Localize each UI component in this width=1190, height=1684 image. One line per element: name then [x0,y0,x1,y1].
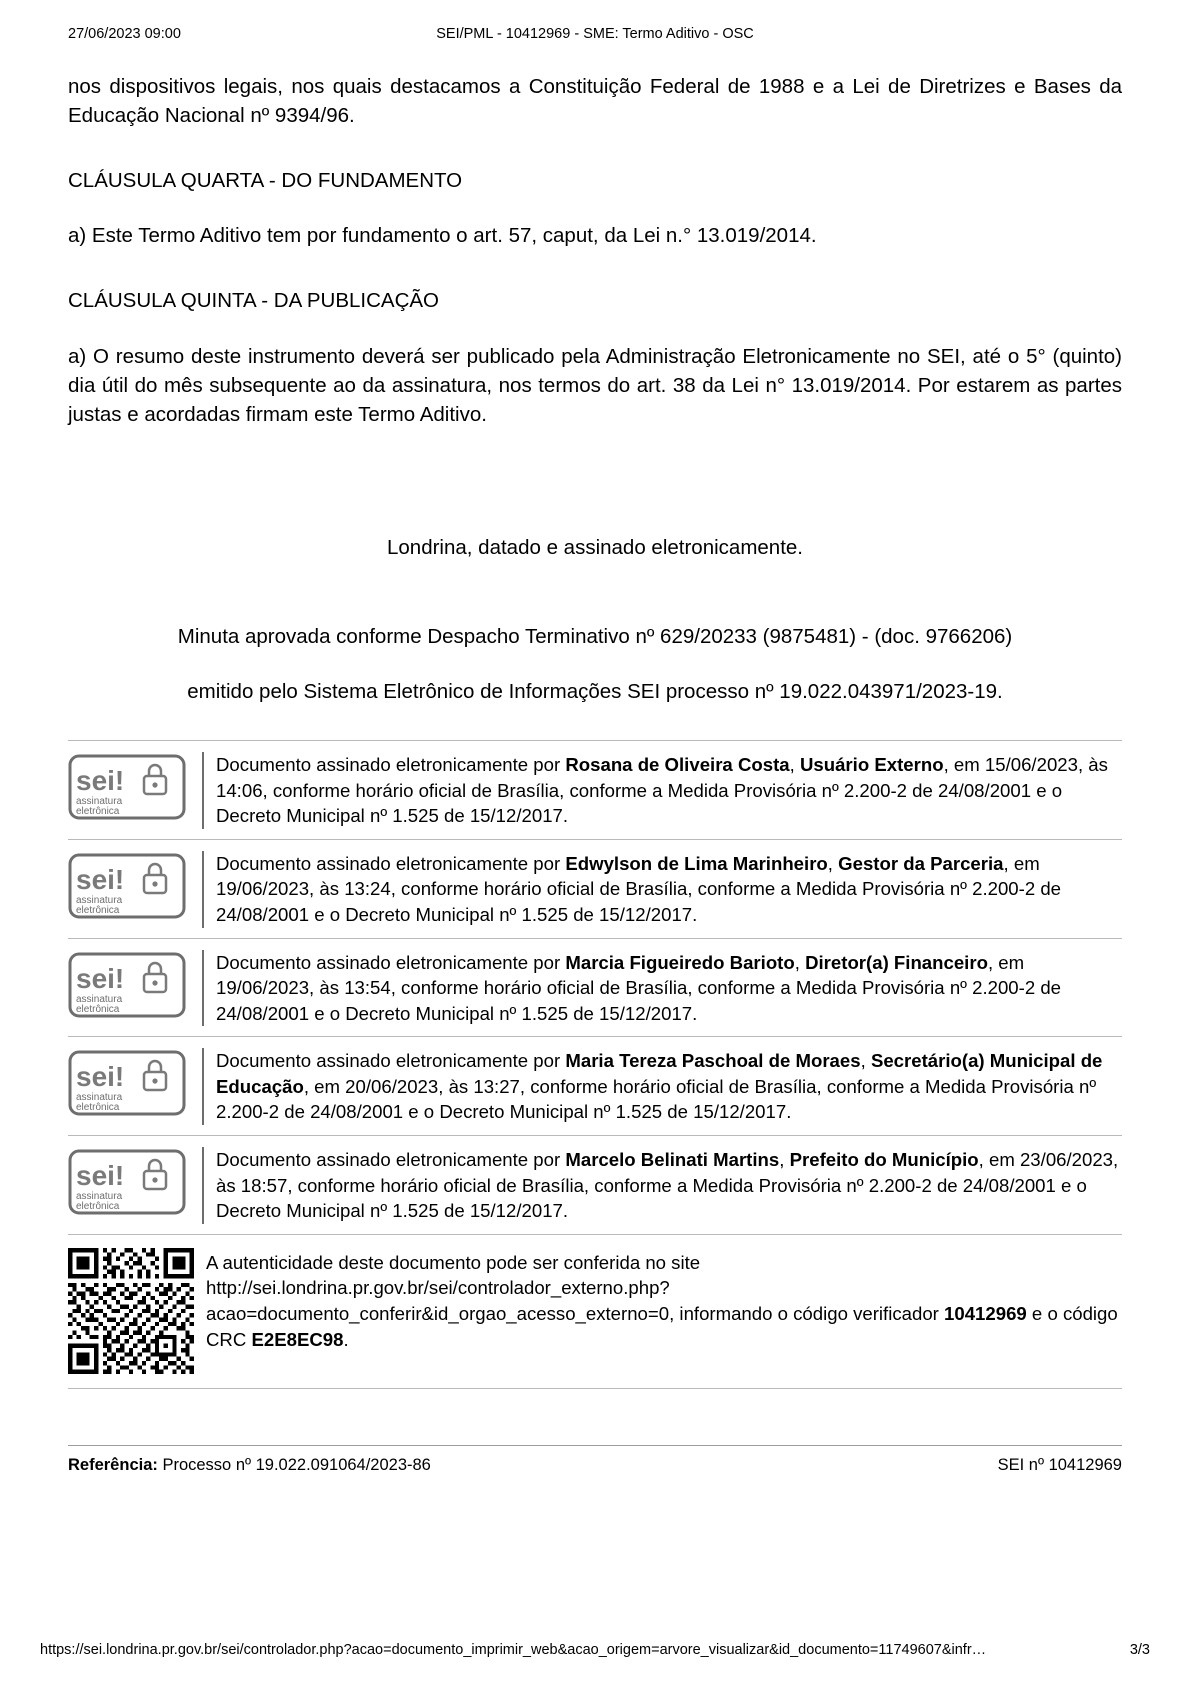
print-footer-url: https://sei.londrina.pr.gov.br/sei/controlador.php?acao=documento_imprimir_web&acao_origem=arvore_visualizar&id_documento=11749607&infr… [40,1642,987,1658]
svg-text:eletrônica: eletrônica [76,1200,120,1212]
spacer [68,316,1122,342]
svg-text:assinatura: assinatura [76,1190,123,1202]
signer-name: Rosana de Oliveira Costa [565,754,790,776]
spacer [68,195,1122,221]
print-footer-page: 3/3 [1129,1642,1150,1658]
signer-name: Edwylson de Lima Marinheiro [565,852,828,874]
signature-separator: , [779,1148,790,1170]
minuta-line-2: emitido pelo Sistema Eletrônico de Informações SEI processo nº 19.022.043971/2023-19. [187,680,1003,704]
signer-role: Prefeito do Município [789,1148,979,1170]
signature-text [202,950,1122,1027]
signer-role: Diretor(a) Financeiro [805,951,988,973]
closing-line: Londrina, datado e assinado eletronicamente. [387,535,803,559]
print-header [68,0,1122,48]
reference-label: Referência: [68,1455,158,1474]
signature-prefix: Documento assinado eletronicamente por [216,1148,566,1170]
verification-text-part-2: e o código CRC [206,1302,1118,1350]
sei-signature-badge-icon [68,754,186,820]
svg-text:assinatura: assinatura [76,796,123,808]
svg-text:assinatura: assinatura [76,894,123,906]
spacer [68,429,1122,533]
intro-paragraph: nos dispositivos legais, nos quais destacamos a Constituição Federal de 1988 e a Lei de Diretrizes e Bases da Educação Nacional nº 9394/96. [68,75,1122,128]
signature-suffix: , em 23/06/2023, às 18:57, conforme horário oficial de Brasília, conforme a Medida Provisória nº 2.200-2 de 24/08/2001 e o Decreto Municipal nº 1.525 de 15/12/2017. [216,1148,1119,1222]
reference-process [68,1456,431,1475]
signature-block [68,839,1122,938]
signature-prefix: Documento assinado eletronicamente por [216,754,566,776]
spacer [68,250,1122,286]
sei-signature-badge-icon [68,853,186,919]
svg-text:sei!: sei! [76,765,125,797]
signature-prefix: Documento assinado eletronicamente por [216,852,566,874]
reference-footer [68,1445,1122,1475]
sei-signature-badge-icon [68,1149,186,1215]
clause-five-title: CLÁUSULA QUINTA - DA PUBLICAÇÃO [68,289,440,313]
signature-separator: , [860,1050,871,1072]
svg-text:eletrônica: eletrônica [76,806,120,818]
signature-suffix: , em 19/06/2023, às 13:24, conforme horário oficial de Brasília, conforme a Medida Provisória nº 2.200-2 de 24/08/2001 e o Decreto Municipal nº 1.525 de 15/12/2017. [216,852,1062,926]
verification-text-part-1: A autenticidade deste documento pode ser conferida no site http://sei.londrina.pr.gov.br/sei/controlador_externo.php?acao=documento_conferir&id_orgao_acesso_externo=0, informando o código verificador [206,1251,945,1324]
signature-block [68,1036,1122,1135]
verification-text-part-3: . [343,1328,349,1350]
signer-name: Maria Tereza Paschoal de Moraes [565,1050,861,1072]
signer-role: Gestor da Parceria [838,852,1004,874]
print-header-date: 27/06/2023 09:00 [68,26,181,42]
signature-block [68,938,1122,1037]
svg-text:sei!: sei! [76,1061,125,1093]
signature-text [202,1147,1122,1224]
signature-suffix: , em 15/06/2023, às 14:06, conforme horário oficial de Brasília, conforme a Medida Provisória nº 2.200-2 de 24/08/2001 e o Decreto Municipal nº 1.525 de 15/12/2017. [216,754,1108,827]
svg-text:assinatura: assinatura [76,1092,123,1104]
signature-text [202,851,1122,928]
svg-text:eletrônica: eletrônica [76,904,120,916]
signature-block [68,1135,1122,1234]
signature-text [202,752,1122,829]
signer-role: Usuário Externo [799,754,944,776]
minuta-line-1: Minuta aprovada conforme Despacho Terminativo nº 629/20233 (9875481) - (doc. 9766206) [177,624,1013,648]
crc-code: E2E8EC98 [251,1328,344,1350]
signature-prefix: Documento assinado eletronicamente por [216,951,566,973]
signer-name: Marcia Figueiredo Barioto [565,951,795,973]
spacer [68,130,1122,166]
reference-process-value: Processo nº 19.022.091064/2023-86 [157,1455,431,1474]
document-body [68,72,1122,706]
signature-separator: , [827,852,839,874]
qr-code-icon [68,1248,194,1374]
svg-text:eletrônica: eletrônica [76,1102,120,1114]
signer-role: Secretário(a) Municipal de Educação [216,1050,1103,1097]
signature-block [68,740,1122,839]
svg-text:sei!: sei! [76,1159,125,1191]
svg-text:sei!: sei! [76,863,125,895]
spacer [68,562,1122,622]
svg-text:eletrônica: eletrônica [76,1003,120,1015]
verification-block [68,1234,1122,1389]
verifier-code: 10412969 [944,1302,1027,1324]
verification-text [206,1248,1122,1353]
signature-separator: , [789,754,800,776]
print-footer [40,1642,1150,1658]
signature-area [68,740,1122,1388]
clause-five-text: a) O resumo deste instrumento deverá ser publicado pela Administração Eletronicamente no SEI, até o 5° (quinto) dia útil do mês subsequente ao da assinatura, nos termos do art. 38 da Lei n° 13.019/2014. Por estarem as partes justas e acordadas firmam este Termo Aditivo. [68,344,1122,426]
signature-text [202,1048,1122,1125]
print-header-title: SEI/PML - 10412969 - SME: Termo Aditivo - OSC [436,26,754,42]
signature-prefix: Documento assinado eletronicamente por [216,1050,566,1072]
spacer [68,651,1122,677]
svg-text:assinatura: assinatura [76,993,123,1005]
signature-suffix: , em 19/06/2023, às 13:54, conforme horário oficial de Brasília, conforme a Medida Provisória nº 2.200-2 de 24/08/2001 e o Decreto Municipal nº 1.525 de 15/12/2017. [216,951,1062,1024]
signature-separator: , [794,951,806,973]
sei-signature-badge-icon [68,952,186,1018]
clause-four-title: CLÁUSULA QUARTA - DO FUNDAMENTO [68,169,463,193]
signature-suffix: , em 20/06/2023, às 13:27, conforme horário oficial de Brasília, conforme a Medida Provisória nº 2.200-2 de 24/08/2001 e o Decreto Municipal nº 1.525 de 15/12/2017. [216,1075,1097,1123]
svg-text:sei!: sei! [76,962,125,994]
sei-number: SEI nº 10412969 [997,1455,1122,1474]
clause-four-text: a) Este Termo Aditivo tem por fundamento o art. 57, caput, da Lei n.° 13.019/2014. [68,224,817,248]
sei-signature-badge-icon [68,1050,186,1116]
signer-name: Marcelo Belinati Martins [565,1148,780,1170]
